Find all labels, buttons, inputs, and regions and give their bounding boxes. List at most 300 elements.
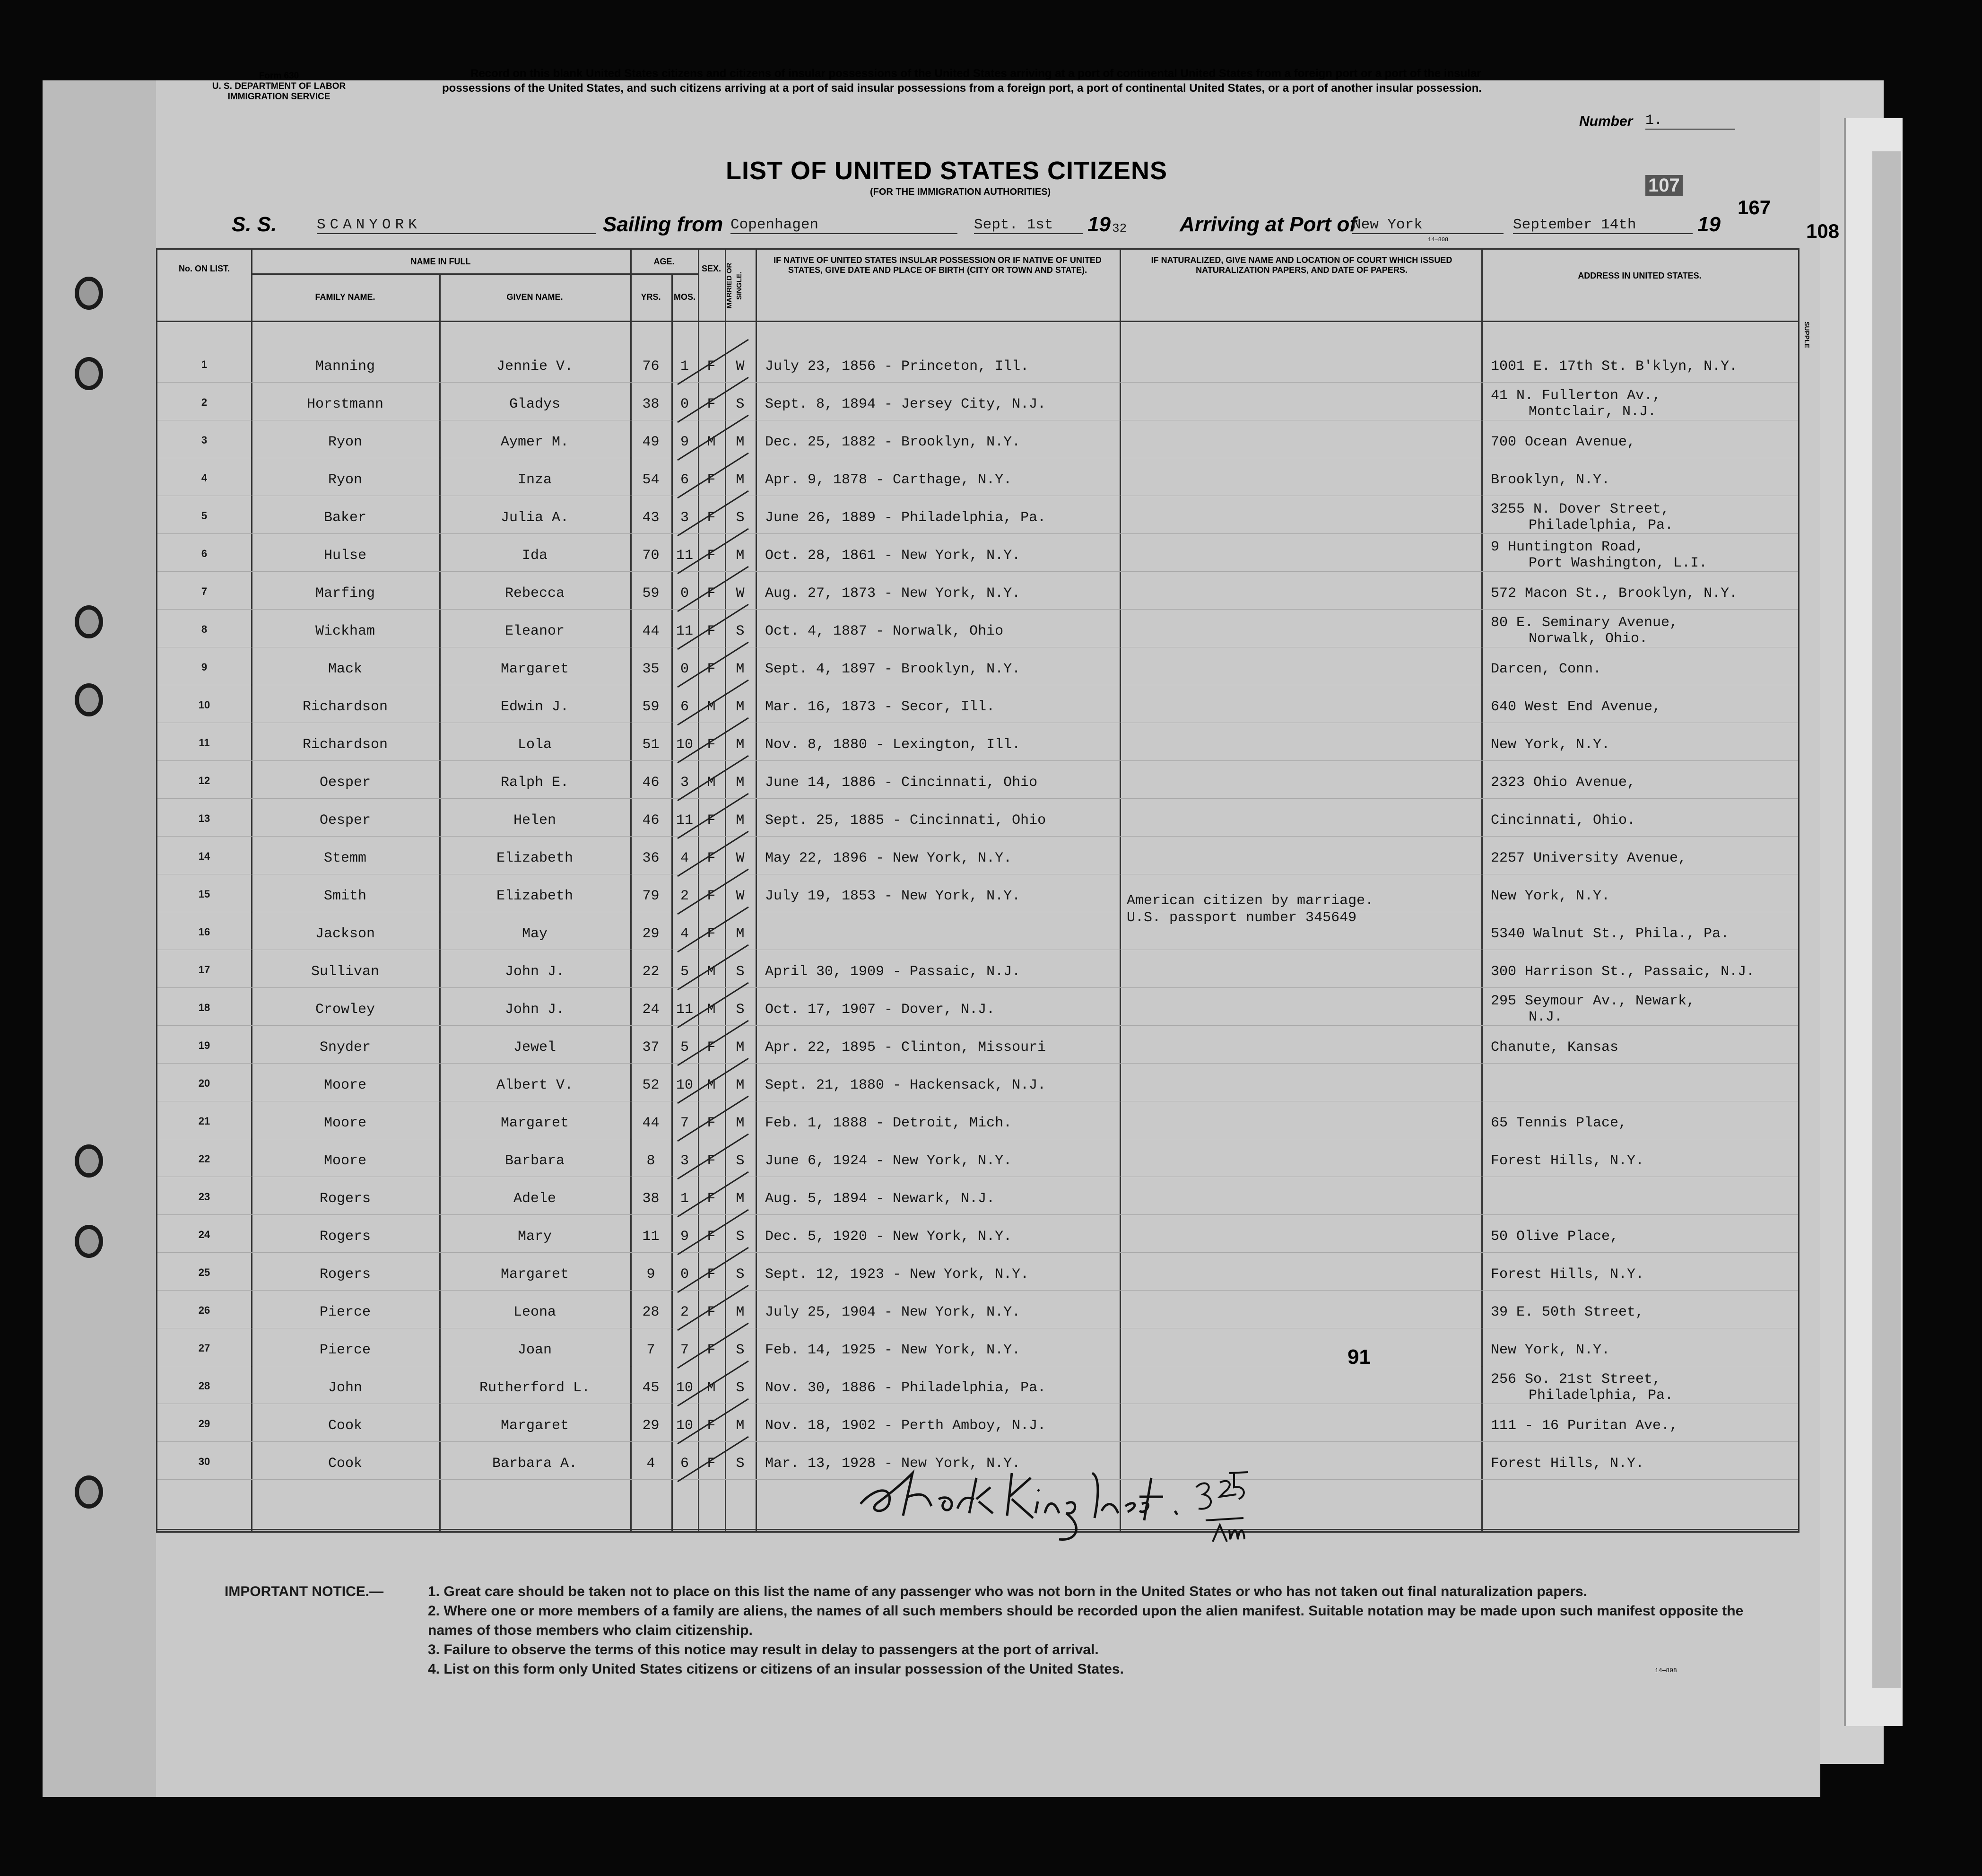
birth-info: Aug. 27, 1873 - New York, N.Y. [765, 585, 1021, 602]
age-months: 2 [680, 888, 689, 904]
age-months: 6 [680, 1456, 689, 1472]
age-months: 3 [680, 1153, 689, 1169]
age-years: 29 [642, 1418, 660, 1434]
row-number: 29 [198, 1418, 210, 1430]
address-line-1: 50 Olive Place, [1491, 1229, 1619, 1245]
arrival-date: September 14th [1513, 217, 1693, 234]
given-name: Helen [513, 812, 556, 829]
age-years: 11 [642, 1229, 660, 1245]
marital-status: M [736, 1304, 745, 1320]
birth-info: June 14, 1886 - Cincinnati, Ohio [765, 775, 1038, 791]
age-years: 28 [642, 1304, 660, 1320]
age-months: 7 [680, 1342, 689, 1358]
birth-info: June 6, 1924 - New York, N.Y. [765, 1153, 1012, 1169]
marital-status: M [736, 1077, 745, 1093]
age-months: 1 [680, 1191, 689, 1207]
birth-info: Sept. 8, 1894 - Jersey City, N.J. [765, 396, 1046, 412]
service: IMMIGRATION SERVICE [227, 92, 330, 102]
birth-info: Mar. 13, 1928 - New York, N.Y. [765, 1456, 1021, 1472]
given-name: Mary [517, 1229, 552, 1245]
sailing-label: Sailing from [603, 213, 723, 236]
family-name: Richardson [302, 699, 388, 715]
marital-status: M [736, 926, 745, 942]
given-name: Barbara A. [492, 1456, 578, 1472]
check-mark [678, 642, 748, 687]
family-name: Stemm [323, 850, 366, 866]
family-name: Horstmann [306, 396, 384, 412]
number-label: Number [1579, 113, 1633, 129]
address-line-2: Philadelphia, Pa. [1529, 517, 1674, 533]
check-mark [678, 1134, 748, 1179]
punch-hole [75, 1144, 103, 1178]
check-mark [678, 567, 748, 611]
given-name: Aymer M. [500, 434, 569, 450]
arrival-port: New York [1352, 217, 1504, 234]
marital-status: M [736, 1191, 745, 1207]
address-line-1: Forest Hills, N.Y. [1491, 1153, 1644, 1169]
address-line-1: New York, N.Y. [1491, 737, 1610, 753]
address-line-1: 5340 Walnut St., Phila., Pa. [1491, 926, 1730, 942]
col-no: No. ON LIST. [179, 264, 230, 273]
given-name: Eleanor [504, 623, 565, 639]
birth-info: July 19, 1853 - New York, N.Y. [765, 888, 1021, 904]
marital-status: S [736, 1342, 745, 1358]
side-label: SUPPLE [1803, 322, 1811, 349]
family-name: Baker [323, 510, 366, 526]
form-instructions: Record on this blank United States citizens and citizens of insular possessions of the United States arriving at a port of continental United States from a foreign port or a port of the insular possessions of the United States, and such citizens arriving at a port of said insular possessions from a foreign port, a port of continental United States, or a port of another insular possession. [442, 67, 1482, 95]
naturalization-note: American citizen by marriage. [1127, 893, 1374, 909]
punch-hole [75, 1475, 103, 1509]
given-name: Elizabeth [496, 850, 574, 866]
ss-label: S. S. [232, 213, 277, 236]
family-name: Ryon [328, 434, 362, 450]
row-number: 15 [198, 888, 210, 900]
address-line-1: 300 Harrison St., Passaic, N.J. [1491, 964, 1755, 980]
age-years: 35 [642, 661, 660, 677]
age-years: 37 [642, 1039, 660, 1056]
department: U. S. DEPARTMENT OF LABOR [212, 81, 346, 91]
col-married: MARRIED OR SINGLE. [725, 262, 743, 309]
check-mark [678, 491, 748, 536]
age-years: 36 [642, 850, 660, 866]
notice-form-code: 14—808 [1655, 1667, 1677, 1674]
address-line-1: Forest Hills, N.Y. [1491, 1456, 1644, 1472]
important-notice [225, 1582, 1771, 1679]
page-number: 167 [1738, 196, 1771, 218]
marital-status: W [736, 850, 745, 866]
given-name: Julia A. [500, 510, 569, 526]
birth-info: July 25, 1904 - New York, N.Y. [765, 1304, 1021, 1320]
age-years: 24 [642, 1002, 660, 1018]
row-number: 6 [201, 548, 208, 559]
sex: F [707, 812, 716, 829]
age-months: 5 [680, 1039, 689, 1056]
age-years: 9 [646, 1266, 655, 1283]
family-name: Oesper [319, 812, 371, 829]
sex: F [707, 623, 716, 639]
marital-status: M [736, 434, 745, 450]
age-years: 44 [642, 1115, 660, 1131]
sex: F [707, 1191, 716, 1207]
sex: M [707, 434, 716, 450]
given-name: Leona [513, 1304, 556, 1320]
sex: F [707, 661, 716, 677]
marital-status: M [736, 812, 745, 829]
address-line-1: Forest Hills, N.Y. [1491, 1266, 1644, 1283]
page-title: LIST OF UNITED STATES CITIZENS [726, 157, 1167, 185]
marital-status: W [736, 358, 745, 375]
address-line-1: New York, N.Y. [1491, 1342, 1610, 1358]
sex: M [707, 1380, 716, 1396]
age-months: 6 [680, 472, 689, 488]
address-line-1: 41 N. Fullerton Av., [1491, 388, 1661, 404]
birth-info: Sept. 4, 1897 - Brooklyn, N.Y. [765, 661, 1021, 677]
age-months: 1 [680, 358, 689, 375]
row-number: 17 [198, 964, 210, 976]
sex: M [707, 699, 716, 715]
family-name: Moore [323, 1077, 366, 1093]
sex: F [707, 1153, 716, 1169]
check-mark [678, 1172, 748, 1217]
sex: F [707, 1304, 716, 1320]
given-name: Jewel [513, 1039, 556, 1056]
birth-info: June 26, 1889 - Philadelphia, Pa. [765, 510, 1046, 526]
birth-info: Dec. 25, 1882 - Brooklyn, N.Y. [765, 434, 1021, 450]
sex: M [707, 1077, 716, 1093]
marital-status: M [736, 1418, 745, 1434]
family-name: Sullivan [311, 964, 380, 980]
age-years: 4 [646, 1456, 655, 1472]
birth-info: April 30, 1909 - Passaic, N.J. [765, 964, 1021, 980]
family-name: Pierce [319, 1342, 371, 1358]
sex: F [707, 737, 716, 753]
marital-status: S [736, 1002, 745, 1018]
paper-stack-edge-3 [1872, 151, 1901, 1688]
birth-info: Oct. 28, 1861 - New York, N.Y. [765, 548, 1021, 564]
marital-status: S [736, 964, 745, 980]
check-mark [678, 869, 748, 914]
number-value: 1. [1645, 113, 1735, 130]
given-name: Jennie V. [496, 358, 574, 375]
sex: F [707, 396, 716, 412]
punch-hole [75, 605, 103, 638]
family-name: Pierce [319, 1304, 371, 1320]
sex: M [707, 775, 716, 791]
birth-info: Apr. 9, 1878 - Carthage, N.Y. [765, 472, 1012, 488]
check-mark [678, 604, 748, 649]
family-name: Jackson [315, 926, 375, 942]
given-name: Edwin J. [500, 699, 569, 715]
given-name: John J. [504, 1002, 565, 1018]
given-name: Inza [517, 472, 552, 488]
address-line-2: Port Washington, L.I. [1529, 555, 1708, 571]
sex: F [707, 358, 716, 375]
given-name: Lola [517, 737, 552, 753]
sailing-from: Copenhagen [730, 217, 957, 234]
address-line-2: Montclair, N.J. [1529, 404, 1657, 420]
check-mark [678, 453, 748, 498]
birth-info: Oct. 4, 1887 - Norwalk, Ohio [765, 623, 1004, 639]
birth-info: Feb. 14, 1925 - New York, N.Y. [765, 1342, 1021, 1358]
small-print: 14—808 [1428, 236, 1449, 243]
family-name: Richardson [302, 737, 388, 753]
sex: F [707, 1342, 716, 1358]
notice-item-2: 2. Where one or more members of a family are aliens, the names of all such members should be recorded upon the alien manifest. Suitable notation may be made upon such manifest opposite the names of those members who claim citizenship. [428, 1603, 1744, 1638]
marital-status: S [736, 510, 745, 526]
birth-info: Nov. 8, 1880 - Lexington, Ill. [765, 737, 1021, 753]
birth-info: Mar. 16, 1873 - Secor, Ill. [765, 699, 995, 715]
family-name: Rogers [319, 1191, 371, 1207]
row-number: 19 [198, 1039, 210, 1051]
sex: F [707, 850, 716, 866]
address-line-1: 9 Huntington Road, [1491, 539, 1644, 555]
check-mark [678, 1399, 748, 1444]
year-suffix: 32 [1112, 221, 1127, 236]
family-name: Crowley [315, 1002, 375, 1018]
address-line-1: 2257 University Avenue, [1491, 850, 1687, 866]
family-name: Ryon [328, 472, 362, 488]
family-name: Marfing [315, 585, 375, 602]
check-mark [678, 907, 748, 952]
row-number: 11 [199, 737, 210, 749]
punch-hole [75, 357, 103, 390]
passenger-table [156, 248, 1799, 1533]
inspector-signature [856, 1459, 1314, 1544]
age-years: 43 [642, 510, 660, 526]
sex: F [707, 1266, 716, 1283]
age-years: 59 [642, 699, 660, 715]
age-months: 10 [676, 737, 693, 753]
age-months: 9 [680, 1229, 689, 1245]
sex: M [707, 964, 716, 980]
col-naturalized: IF NATURALIZED, GIVE NAME AND LOCATION OF COURT WHICH ISSUED NATURALIZATION PAPERS, AND DATE OF PAPERS. [1151, 255, 1452, 275]
row-number: 14 [198, 850, 210, 862]
year-prefix: 19 [1087, 213, 1111, 236]
age-years: 76 [642, 358, 660, 375]
address-line-1: 572 Macon St., Brooklyn, N.Y. [1491, 585, 1738, 602]
check-mark [678, 794, 748, 838]
age-years: 54 [642, 472, 660, 488]
ship-name: SCANYORK [317, 217, 596, 234]
check-mark [678, 340, 748, 384]
address-line-1: Cincinnati, Ohio. [1491, 812, 1636, 829]
age-years: 70 [642, 548, 660, 564]
age-months: 4 [680, 850, 689, 866]
marital-status: M [736, 737, 745, 753]
family-name: Rogers [319, 1229, 371, 1245]
row-number: 8 [201, 623, 208, 635]
age-months: 0 [680, 396, 689, 412]
check-marks [157, 250, 1798, 1531]
row-number: 9 [201, 661, 208, 673]
given-name: Margaret [500, 1115, 569, 1131]
check-mark [678, 1021, 748, 1065]
family-name: Cook [328, 1456, 362, 1472]
sex: F [707, 888, 716, 904]
sex: F [707, 472, 716, 488]
marital-status: M [736, 699, 745, 715]
age-years: 51 [642, 737, 660, 753]
row-number: 3 [201, 434, 208, 446]
check-mark [678, 831, 748, 876]
age-years: 38 [642, 396, 660, 412]
family-name: Hulse [323, 548, 366, 564]
check-mark [678, 1361, 748, 1406]
marital-status: M [736, 472, 745, 488]
check-mark [678, 529, 748, 574]
age-months: 5 [680, 964, 689, 980]
row-number: 2 [201, 396, 208, 408]
address-line-1: Chanute, Kansas [1491, 1039, 1619, 1056]
marital-status: M [736, 548, 745, 564]
address-line-1: 700 Ocean Avenue, [1491, 434, 1636, 450]
given-name: Adele [513, 1191, 556, 1207]
check-mark [678, 983, 748, 1028]
col-family-name: FAMILY NAME. [315, 292, 375, 302]
address-line-1: 1001 E. 17th St. B'klyn, N.Y. [1491, 358, 1738, 375]
check-mark [678, 756, 748, 801]
row-number: 22 [198, 1153, 210, 1165]
family-name: Oesper [319, 775, 371, 791]
check-mark [678, 1248, 748, 1292]
age-months: 10 [676, 1380, 693, 1396]
row-number: 23 [198, 1191, 210, 1203]
age-years: 59 [642, 585, 660, 602]
given-name: Margaret [500, 1266, 569, 1283]
address-line-1: 256 So. 21st Street, [1491, 1371, 1661, 1387]
birth-info: Sept. 25, 1885 - Cincinnati, Ohio [765, 812, 1046, 829]
age-months: 11 [676, 548, 693, 564]
sex: F [707, 1418, 716, 1434]
notice-item-1: 1. Great care should be taken not to place on this list the name of any passenger who was not born in the United States or who has not taken out final naturalization papers. [428, 1584, 1588, 1599]
family-name: Manning [315, 358, 375, 375]
age-months: 10 [676, 1077, 693, 1093]
family-name: Rogers [319, 1266, 371, 1283]
address-line-1: 111 - 16 Puritan Ave., [1491, 1418, 1678, 1434]
row-number: 4 [201, 472, 208, 484]
family-name: Mack [328, 661, 362, 677]
sex: F [707, 1229, 716, 1245]
sex: F [707, 926, 716, 942]
row-number: 24 [198, 1229, 210, 1240]
age-years: 46 [642, 775, 660, 791]
address-line-2: Norwalk, Ohio. [1529, 631, 1648, 647]
binding-margin [43, 80, 156, 1797]
row-number: 27 [198, 1342, 210, 1354]
marital-status: S [736, 396, 745, 412]
marital-status: M [736, 775, 745, 791]
age-months: 0 [680, 1266, 689, 1283]
form-number: Form 630 [259, 71, 299, 81]
page-subtitle: (FOR THE IMMIGRATION AUTHORITIES) [870, 187, 1051, 197]
sex: F [707, 1039, 716, 1056]
family-name: John [328, 1380, 362, 1396]
birth-info: May 22, 1896 - New York, N.Y. [765, 850, 1012, 866]
check-mark [678, 1096, 748, 1141]
page-mark: 91 [1347, 1345, 1371, 1369]
address-line-1: 65 Tennis Place, [1491, 1115, 1627, 1131]
age-months: 9 [680, 434, 689, 450]
given-name: Albert V. [496, 1077, 574, 1093]
row-number: 5 [201, 510, 208, 522]
address-line-1: 2323 Ohio Avenue, [1491, 775, 1636, 791]
age-years: 29 [642, 926, 660, 942]
check-mark [678, 1058, 748, 1103]
given-name: Ida [522, 548, 548, 564]
check-mark [678, 1285, 748, 1330]
age-years: 7 [646, 1342, 655, 1358]
birth-info: Oct. 17, 1907 - Dover, N.J. [765, 1002, 995, 1018]
age-months: 3 [680, 510, 689, 526]
row-number: 16 [198, 926, 210, 938]
given-name: Joan [517, 1342, 552, 1358]
punch-hole [75, 1225, 103, 1258]
arriving-label: Arriving at Port of [1180, 213, 1357, 236]
age-months: 6 [680, 699, 689, 715]
col-mos: MOS. [673, 292, 695, 302]
marital-status: M [736, 661, 745, 677]
family-name: Wickham [315, 623, 375, 639]
check-mark [678, 945, 748, 990]
family-name: Moore [323, 1115, 366, 1131]
age-years: 79 [642, 888, 660, 904]
age-years: 46 [642, 812, 660, 829]
age-months: 10 [676, 1418, 693, 1434]
given-name: Rutherford L. [479, 1380, 591, 1396]
age-months: 11 [676, 812, 693, 829]
given-name: Gladys [509, 396, 561, 412]
marital-status: S [736, 1229, 745, 1245]
given-name: Margaret [500, 661, 569, 677]
check-mark [678, 680, 748, 725]
naturalization-note-2: U.S. passport number 345649 [1127, 910, 1357, 926]
form-header-block [199, 71, 359, 102]
sailing-date: Sept. 1st [974, 217, 1083, 234]
row-number: 30 [198, 1456, 210, 1467]
row-number: 12 [198, 775, 210, 786]
address-line-1: 295 Seymour Av., Newark, [1491, 993, 1695, 1009]
birth-info: Sept. 12, 1923 - New York, N.Y. [765, 1266, 1029, 1283]
notice-item-4: 4. List on this form only United States citizens or citizens of an insular possession of the United States. [428, 1661, 1124, 1677]
address-line-1: 80 E. Seminary Avenue, [1491, 615, 1678, 631]
age-months: 3 [680, 775, 689, 791]
given-name: Rebecca [504, 585, 565, 602]
check-mark [678, 1210, 748, 1255]
age-months: 4 [680, 926, 689, 942]
birth-info: Aug. 5, 1894 - Newark, N.J. [765, 1191, 995, 1207]
address-line-1: Brooklyn, N.Y. [1491, 472, 1610, 488]
given-name: Ralph E. [500, 775, 569, 791]
check-mark [678, 415, 748, 460]
row-number: 21 [198, 1115, 210, 1127]
marital-status: S [736, 1266, 745, 1283]
family-name: Smith [323, 888, 366, 904]
row-number: 7 [201, 585, 208, 597]
check-mark [678, 718, 748, 763]
row-number: 28 [198, 1380, 210, 1392]
age-months: 11 [676, 1002, 693, 1018]
row-number: 20 [198, 1077, 210, 1089]
age-months: 0 [680, 661, 689, 677]
age-years: 44 [642, 623, 660, 639]
check-mark [678, 1323, 748, 1368]
birth-info: July 23, 1856 - Princeton, Ill. [765, 358, 1029, 375]
address-line-1: Darcen, Conn. [1491, 661, 1602, 677]
age-years: 38 [642, 1191, 660, 1207]
given-name: May [522, 926, 548, 942]
given-name: Elizabeth [496, 888, 574, 904]
row-number: 25 [198, 1266, 210, 1278]
